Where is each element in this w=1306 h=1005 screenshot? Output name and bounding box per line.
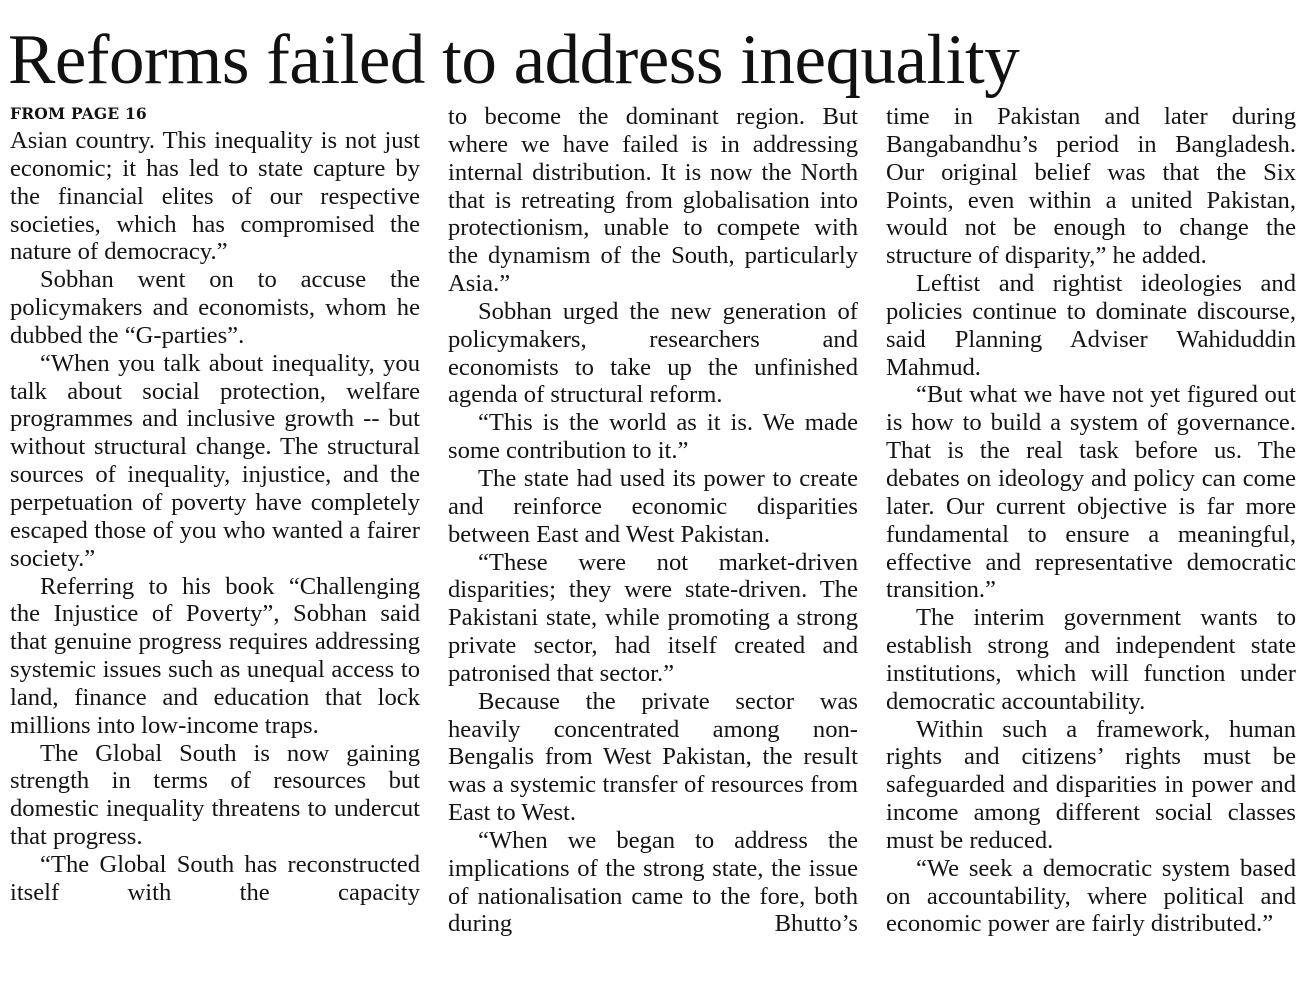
article-paragraph: Sobhan urged the new generation of policymakers, researchers and economists to take up the unfinished agenda of structural reform. [448, 297, 858, 409]
article-paragraph: The Global South is now gaining strength in terms of resources but domestic inequality threatens to undercut that progress. [10, 739, 420, 851]
article-paragraph: time in Pakistan and later during Bangabandhu’s period in Bangladesh. Our original belief was that the Six Points, even within a united Pakistan, would not be enough to change the structure of disparity,” he added. [886, 103, 1296, 270]
article-paragraph: to become the dominant region. But where we have failed is in addressing internal distribution. It is now the North that is retreating from globalisation into protectionism, unable to compete with the dynamism of the South, particularly Asia.” [448, 103, 858, 298]
jump-label: FROM PAGE 16 [10, 104, 147, 123]
article-paragraph: “When we began to address the implications of the strong state, the issue of nationalisation came to the fore, both during Bhutto’s [448, 826, 858, 938]
article-paragraph: “We seek a democratic system based on accountability, where political and economic power are fairly distributed.” [886, 854, 1296, 938]
article-paragraph: “The Global South has reconstructed itself with the capacity [10, 850, 420, 906]
article-paragraph: Sobhan went on to accuse the policymakers and economists, whom he dubbed the “G-parties”. [10, 266, 420, 349]
article-column-1 [10, 103, 420, 995]
article-paragraph: Because the private sector was heavily concentrated among non-Bengalis from West Pakistan, the result was a systemic transfer of resources from East to West. [448, 687, 858, 827]
article-paragraph: “When you talk about inequality, you talk about social protection, welfare programmes and inclusive growth -- but without structural change. The structural sources of inequality, injustice, and the perpetuation of poverty have completely escaped those of you who wanted a fairer society.” [10, 349, 420, 572]
article-paragraph: “This is the world as it is. We made some contribution to it.” [448, 409, 858, 465]
article-paragraph: “These were not market-driven disparities; they were state-driven. The Pakistani state, while promoting a strong private sector, had itself created and patronised that sector.” [448, 548, 858, 687]
article-paragraph: The interim government wants to establish strong and independent state institutions, which will function under democratic accountability. [886, 604, 1296, 715]
article-paragraph: “But what we have not yet figured out is how to build a system of governance. That is the real task before us. The debates on ideology and policy can come later. Our current objective is far more fundamental to ensure a meaningful, effective and representative democratic transition.” [886, 381, 1296, 604]
article-paragraph: The state had used its power to create and reinforce economic disparities between East and West Pakistan. [448, 464, 858, 548]
article-column-2 [448, 103, 858, 995]
article-paragraph: Asian country. This inequality is not just economic; it has led to state capture by the financial elites of our respective societies, which has compromised the nature of democracy.” [10, 127, 420, 266]
article-column-3 [886, 103, 1296, 995]
article-paragraph: Within such a framework, human rights and citizens’ rights must be safeguarded and disparities in power and income among different social classes must be reduced. [886, 715, 1296, 854]
article-paragraph: Leftist and rightist ideologies and policies continue to dominate discourse, said Planning Adviser Wahiduddin Mahmud. [886, 270, 1296, 381]
article-headline: Reforms failed to address inequality [8, 21, 1020, 99]
article-paragraph: Referring to his book “Challenging the Injustice of Poverty”, Sobhan said that genuine progress requires addressing systemic issues such as unequal access to land, finance and education that lock millions into low-income traps. [10, 572, 420, 739]
